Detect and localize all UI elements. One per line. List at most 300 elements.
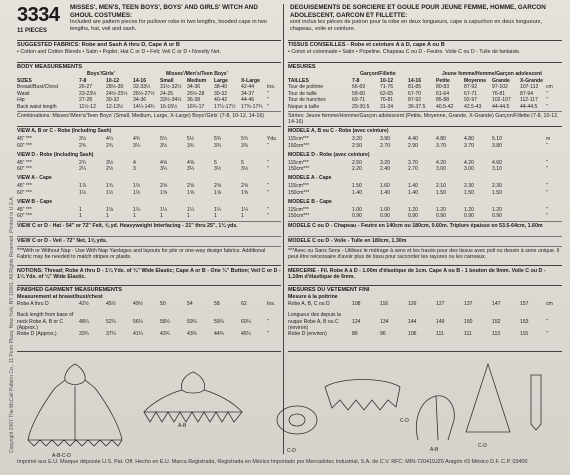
yardage-value: 4⅝ bbox=[160, 159, 168, 166]
yardage-value: 1½ bbox=[133, 183, 141, 189]
sketch-label: A-B bbox=[178, 423, 187, 429]
measure-value: 58-60 bbox=[352, 90, 366, 97]
measure-value: 44-44.5 bbox=[492, 103, 510, 110]
size-heading: 10-12 bbox=[106, 77, 120, 84]
sketch-label: A-B-C-D bbox=[52, 453, 71, 459]
view-title: VIEW A - Cape bbox=[17, 175, 52, 181]
body-measurements-table-en bbox=[17, 71, 281, 110]
rule bbox=[17, 126, 281, 127]
finished-sub-fr: Mesure à la poitrine bbox=[288, 294, 338, 300]
yardage-value: 0.90 bbox=[464, 213, 474, 219]
yardage-value: 1¼ bbox=[241, 206, 249, 213]
yardage-value: 3½ bbox=[106, 159, 114, 166]
measure-label: Waist bbox=[17, 90, 30, 97]
table-row bbox=[288, 152, 562, 160]
measure-value: 32-33½ bbox=[133, 84, 151, 90]
finished-unit: " bbox=[267, 331, 269, 337]
measure-unit: " bbox=[267, 97, 269, 103]
measure-value: 16-16½ bbox=[160, 103, 178, 110]
yardage-value: 3½ bbox=[214, 166, 222, 172]
measure-value: 107-112 bbox=[520, 84, 539, 90]
yardage-value: 4¾ bbox=[133, 136, 141, 142]
yardage-unit: " bbox=[546, 189, 548, 196]
yardage-value: 2.10 bbox=[436, 183, 446, 189]
view-title: MODELE D - Robe (avec ceinture) bbox=[288, 151, 370, 158]
finished-value: 86 bbox=[352, 331, 358, 337]
measure-value: 76-81 bbox=[380, 97, 394, 103]
size-heading: Large bbox=[214, 77, 228, 84]
yardage-value: 1 bbox=[241, 213, 244, 219]
finished-value: 137 bbox=[464, 301, 473, 307]
fabric-width: 115cm*** bbox=[288, 159, 309, 166]
measure-value: 34-37 bbox=[241, 90, 255, 97]
yardage-value: 1 bbox=[187, 213, 190, 219]
measure-value: 67-70 bbox=[408, 90, 422, 97]
pattern-sketch-sash bbox=[526, 372, 546, 432]
yardage-value: 0.90 bbox=[380, 213, 390, 219]
finished-sub-en: Measurement at breast/bust/chest bbox=[17, 294, 103, 300]
title-en: MISSES', MEN'S, TEEN BOYS', BOYS' AND GIRLS' WITCH AND GHOUL COSTUMES: bbox=[70, 4, 258, 19]
fabric-width: 60" *** bbox=[17, 189, 32, 196]
rule bbox=[17, 351, 281, 352]
measure-value: 24-25 bbox=[160, 90, 174, 97]
yardage-unit: " bbox=[546, 159, 548, 166]
size-heading: Moyenne bbox=[464, 77, 487, 84]
table-row bbox=[288, 312, 562, 331]
rule bbox=[17, 62, 281, 63]
finished-value: 153 bbox=[520, 319, 529, 325]
finished-label: Robe A, B, C ou D bbox=[288, 301, 330, 307]
yardage-value: 1 bbox=[160, 213, 163, 219]
measure-value: 30-32 bbox=[214, 90, 228, 97]
nap-note-fr: ***Avec ou Sans Sens - Utilisez le métrage à sens et les tracés pour des tissus avec poil ou dessin à sens unique. Il peut être nécessaire d'avoir plus de tissu pour raccorder les rayures ou les carreaux. bbox=[288, 248, 560, 261]
size-heading: 7-8 bbox=[79, 77, 87, 84]
table-row bbox=[288, 199, 562, 207]
size-heading: 14-16 bbox=[133, 77, 147, 84]
finished-value: 33¾ bbox=[79, 331, 89, 337]
yardage-value: 1 bbox=[214, 213, 217, 219]
size-heading: Medium bbox=[187, 77, 207, 84]
table-row bbox=[17, 301, 281, 312]
finished-value: 152 bbox=[492, 319, 501, 325]
measure-value: 40.5-42 bbox=[436, 103, 454, 110]
yardage-value: 1 bbox=[79, 206, 82, 213]
copyright-vertical-text: Copyright 2007 The McCall Pattern Co., 11 Penn Plaza, New York, NY 10001. All Rights Reserved. Printed in U.S.A. bbox=[9, 195, 15, 453]
pattern-sketch-hat-crown bbox=[458, 360, 518, 440]
measure-value: 26½-27½ bbox=[133, 90, 155, 97]
rule bbox=[288, 246, 562, 247]
veil-yardage-en: VIEW C or D - Veil - 72" Net, 1⅝ yds. bbox=[17, 238, 108, 244]
size-group-label: Misses'/Men's/Teen Boys' bbox=[166, 71, 228, 77]
yardage-value: 2¾ bbox=[79, 142, 87, 149]
yardage-unit: " bbox=[267, 142, 269, 149]
yardage-value: 2⅝ bbox=[187, 183, 195, 189]
yardage-value: 1.20 bbox=[408, 206, 418, 213]
yardage-value: 1.60 bbox=[380, 183, 390, 189]
yardage-value: 2.70 bbox=[380, 142, 390, 149]
measure-label: Breast/Bust/Chest bbox=[17, 84, 59, 90]
yardage-value: 1½ bbox=[106, 189, 114, 196]
yardage-value: 3.10 bbox=[492, 166, 502, 172]
fabric-width: 150cm*** bbox=[288, 142, 310, 149]
fabric-width: 45" *** bbox=[17, 136, 32, 142]
yardage-value: 3¾ bbox=[187, 142, 195, 149]
measure-value: 11½-12 bbox=[79, 103, 96, 110]
fabric-width: 115cm*** bbox=[288, 206, 309, 213]
rule bbox=[288, 265, 562, 266]
finished-value: 59¼ bbox=[187, 319, 197, 325]
fabric-width: 150cm*** bbox=[288, 166, 310, 172]
finished-value: 56¼ bbox=[133, 319, 143, 325]
rule bbox=[288, 221, 562, 222]
size-heading: 14-16 bbox=[408, 77, 422, 84]
measure-value: 80-83 bbox=[436, 84, 450, 90]
center-divider bbox=[283, 4, 284, 454]
finished-value: 116 bbox=[380, 301, 389, 307]
finished-value: 54 bbox=[187, 301, 193, 307]
yardage-value: 3.70 bbox=[436, 142, 446, 149]
yardage-value: 1½ bbox=[79, 189, 87, 196]
rule bbox=[288, 111, 562, 112]
measure-unit: " bbox=[267, 103, 269, 110]
combinations-en: Combinations: Misses'/Men's/Teen Boys' (Small, Medium, Large, X-Large) Boys'/Girls' (7-8, 10-12, 14-16) bbox=[17, 113, 265, 119]
yardage-value: 1.20 bbox=[492, 206, 502, 213]
yardage-unit: " bbox=[267, 189, 269, 196]
rule bbox=[17, 246, 281, 247]
nap-note-en: ***With or Without Nap - Use With Nap Yardages and layouts for pile or one-way design fabrics. Additional Fabric may be needed to match stripes or plaids. bbox=[17, 248, 266, 261]
yardage-value: 1½ bbox=[133, 189, 141, 196]
yardage-value: 3¾ bbox=[241, 142, 249, 149]
yardage-value: 4.40 bbox=[408, 136, 418, 142]
size-heading: Grande bbox=[492, 77, 510, 84]
finished-value: 62 bbox=[241, 301, 247, 307]
yardage-value: 3.70 bbox=[408, 159, 418, 166]
yardage-value: 1.50 bbox=[352, 183, 362, 189]
measure-value: 17¼-17½ bbox=[214, 103, 236, 110]
fabrics-title-en: SUGGESTED FABRICS: Robe and Sash A thru D, Cape A or B bbox=[17, 42, 180, 48]
finished-value: 111 bbox=[436, 331, 444, 337]
measure-value: 102-107 bbox=[492, 97, 511, 103]
yardage-value: 3.00 bbox=[436, 166, 446, 172]
yardage-value: 1.40 bbox=[408, 183, 418, 189]
series-fr: Séries: Jeune femme/Homme/Garçon adolescent (Petite, Moyenne, Grande, X-Grande) Garçon/Fillette (7-8, 10-12, 14-16) bbox=[288, 113, 559, 126]
measure-value: 33½-34½ bbox=[160, 97, 182, 103]
measure-value: 92-97 bbox=[464, 97, 478, 103]
finished-value: 115 bbox=[520, 331, 529, 337]
measure-value: 36-37.5 bbox=[408, 103, 426, 110]
measure-value: 66-69 bbox=[352, 84, 366, 90]
body-measurements-title-en: BODY MEASUREMENTS bbox=[17, 64, 83, 70]
yardage-value: 3.20 bbox=[352, 136, 362, 142]
yardage-value: 4.80 bbox=[464, 136, 474, 142]
yardage-value: 3½ bbox=[241, 166, 249, 172]
measure-value: 34-36 bbox=[133, 97, 147, 103]
yardage-value: 3.80 bbox=[492, 142, 502, 149]
table-row bbox=[17, 152, 281, 160]
yardage-unit: " bbox=[267, 166, 269, 172]
finished-value: 113 bbox=[492, 331, 501, 337]
yardage-unit: " bbox=[267, 159, 269, 166]
yardage-value: 1 bbox=[79, 213, 82, 219]
footer-legal-text: Imprimé aux E.U. Marque déposée U.S. Pat. Off. Hecho en E.U. Marca Registrada, Registrada en México Importado por Mercadotec Industrial, S.A. de C.V. RFC: MIN-720419JZ6 Aragón #3 México D.F. C.P. 03400 bbox=[17, 459, 528, 465]
rule bbox=[288, 40, 562, 41]
finished-value: 52¼ bbox=[106, 319, 116, 325]
rule bbox=[17, 236, 281, 237]
measure-unit: " bbox=[546, 97, 548, 103]
table-row bbox=[17, 175, 281, 183]
fabric-width: 150cm*** bbox=[288, 213, 310, 219]
pattern-number: 3334 bbox=[17, 4, 60, 26]
finished-value: 111 bbox=[464, 331, 472, 337]
yardage-value: 1.50 bbox=[492, 189, 502, 196]
pattern-sketch-hood bbox=[408, 390, 463, 445]
fabric-width: 45" *** bbox=[17, 206, 32, 213]
measure-label: Tour de poitrine bbox=[288, 84, 324, 90]
table-row bbox=[17, 312, 281, 331]
rule bbox=[288, 285, 562, 286]
finished-value: 44¾ bbox=[214, 331, 224, 337]
finished-value: 41¼ bbox=[133, 331, 143, 337]
finished-value: 45¼ bbox=[241, 331, 251, 337]
yardage-value: 3¾ bbox=[214, 142, 222, 149]
view-title: MODELE A - Cape bbox=[288, 175, 332, 181]
finished-value: 43¾ bbox=[160, 331, 170, 337]
finished-value: 108 bbox=[352, 301, 361, 307]
finished-value: 127 bbox=[436, 301, 445, 307]
yardage-value: 3¼ bbox=[133, 142, 141, 149]
measure-unit: " bbox=[546, 90, 548, 97]
hat-yardage-en: VIEW C or D - Hat - 54" or 72" Felt, ⅝ yd. Heavyweight Interfacing - 21" thru 25", 1¾ yds. bbox=[17, 223, 238, 229]
finished-unit: " bbox=[546, 331, 548, 337]
measure-value: 42-44 bbox=[241, 84, 255, 90]
view-title: VIEW A, B or C - Robe (Including Sash) bbox=[17, 128, 112, 134]
rule bbox=[17, 40, 281, 41]
measure-label: Back waist length bbox=[17, 103, 57, 110]
yardage-value: 5¾ bbox=[214, 136, 222, 142]
pattern-sketch-hat-brim bbox=[272, 398, 322, 448]
yardage-value: 1¼ bbox=[214, 206, 222, 213]
title-fr: DEGUISEMENTS DE SORCIERE ET GOULE POUR JEUNE FEMME, HOMME, GARCON ADOLESCENT, GARCON ET FILLETTE: bbox=[290, 4, 546, 19]
yardage-table-fr bbox=[288, 128, 562, 222]
yardage-value: 5 bbox=[241, 159, 244, 166]
yardage-unit: " bbox=[546, 142, 548, 149]
yardage-value: 1.50 bbox=[464, 189, 474, 196]
yardage-unit: " bbox=[267, 213, 269, 219]
yardage-value: 3 bbox=[133, 166, 136, 172]
measure-value: 81-85 bbox=[408, 84, 422, 90]
sizes-label: SIZES bbox=[17, 77, 32, 84]
measure-unit: Ins. bbox=[267, 84, 276, 90]
measure-value: 87-92 bbox=[408, 97, 422, 103]
yardage-unit: " bbox=[267, 183, 269, 189]
yardage-value: 5.10 bbox=[492, 136, 502, 142]
pattern-sketch-veil bbox=[320, 372, 405, 422]
yardage-value: 3.70 bbox=[464, 142, 474, 149]
yardage-value: 3.90 bbox=[380, 136, 390, 142]
view-title: VIEW B - Cape bbox=[17, 198, 53, 205]
yardage-value: 4.80 bbox=[436, 136, 446, 142]
fabric-width: 45" *** bbox=[17, 183, 32, 189]
yardage-value: 4⅝ bbox=[187, 159, 195, 166]
yardage-value: 1.20 bbox=[436, 206, 446, 213]
yardage-value: 5¼ bbox=[160, 136, 168, 142]
pattern-sketch-cape bbox=[138, 368, 248, 443]
finished-value: 144 bbox=[408, 319, 417, 325]
finished-label: Robe D (environ) bbox=[288, 331, 327, 337]
measure-value: 31-34 bbox=[380, 103, 394, 110]
finished-label: Robe D (Approx.) bbox=[17, 331, 57, 337]
finished-value: 42½ bbox=[79, 301, 89, 307]
table-row bbox=[17, 128, 281, 136]
yardage-value: 2¼ bbox=[79, 166, 87, 172]
measure-value: 14¼-14¾ bbox=[133, 103, 155, 110]
fabric-width: 60" *** bbox=[17, 213, 32, 219]
size-heading: X-Grande bbox=[520, 77, 543, 84]
measure-value: 16¾-17 bbox=[187, 103, 205, 110]
yardage-unit: m bbox=[546, 136, 551, 142]
yardage-value: 5¾ bbox=[241, 136, 249, 142]
measure-value: 42.5-43 bbox=[464, 103, 482, 110]
measure-value: 69-71 bbox=[352, 97, 366, 103]
finished-title-fr: MESURES DU VETEMENT FINI bbox=[288, 287, 370, 293]
table-row bbox=[288, 331, 562, 342]
yardage-value: 2.90 bbox=[408, 142, 418, 149]
finished-value: 126 bbox=[408, 301, 417, 307]
finished-value: 96 bbox=[380, 331, 386, 337]
finished-label: Longueur dos depuis la nuque Robe A, B ou C (environ) bbox=[288, 312, 341, 331]
yardage-value: 3¼ bbox=[160, 166, 168, 172]
table-row bbox=[288, 301, 562, 312]
yardage-value: 2.50 bbox=[352, 142, 362, 149]
yardage-unit: " bbox=[546, 213, 548, 219]
yardage-value: 2⅝ bbox=[214, 183, 222, 189]
finished-value: 37¼ bbox=[106, 331, 116, 337]
yardage-value: 1¼ bbox=[133, 206, 141, 213]
sketch-label: C-D bbox=[400, 418, 409, 424]
fabric-width: 60" *** bbox=[17, 166, 32, 172]
measure-value: 40-42 bbox=[214, 97, 228, 103]
rule bbox=[288, 351, 562, 352]
fabrics-title-fr: TISSUS CONSEILLES - Robe et ceinture A à D, cape A ou B bbox=[288, 42, 445, 48]
fabrics-text-en: • Cotton and Cotton Blends • Satin • Poplin; Hat C or D • Felt; Veil C or D • Novelty Net. bbox=[17, 49, 221, 55]
measure-unit: " bbox=[267, 90, 269, 97]
yardage-unit: " bbox=[267, 206, 269, 213]
yardage-unit: " bbox=[546, 166, 548, 172]
yardage-value: 2⅝ bbox=[241, 183, 249, 189]
view-title: MODELE A, B ou C - Robe (avec ceinture) bbox=[288, 128, 389, 134]
table-row bbox=[17, 104, 281, 111]
measure-value: 112-117 bbox=[520, 97, 538, 103]
yardage-value: 1.40 bbox=[352, 189, 362, 196]
yardage-value: 1.50 bbox=[436, 189, 446, 196]
measure-label: Tour de taille bbox=[288, 90, 317, 97]
yardage-value: 1¼ bbox=[160, 206, 168, 213]
rule bbox=[288, 236, 562, 237]
pattern-sketch-robe-front bbox=[20, 358, 130, 453]
measure-value: 44-44.5 bbox=[520, 103, 538, 110]
yardage-value: 0.90 bbox=[436, 213, 446, 219]
measure-label: Nuque à taille bbox=[288, 103, 320, 110]
measure-value: 26-27 bbox=[79, 84, 93, 90]
table-row bbox=[17, 331, 281, 342]
measure-value: 31½-32½ bbox=[160, 84, 182, 90]
finished-value: 49½ bbox=[133, 301, 143, 307]
body-measurements-table-fr bbox=[288, 71, 562, 110]
fabric-width: 115cm*** bbox=[288, 183, 309, 189]
fabric-width: 60" *** bbox=[17, 142, 32, 149]
view-title: MODELE B - Cape bbox=[288, 198, 332, 205]
yardage-value: 2.50 bbox=[352, 159, 362, 166]
table-row bbox=[288, 175, 562, 183]
veil-yardage-fr: MODELE C ou D - Voile - Tulle en 180cm, 1.30m bbox=[288, 238, 407, 244]
yardage-value: 5½ bbox=[187, 136, 195, 142]
finished-unit: cm bbox=[546, 301, 553, 307]
yardage-value: 3.20 bbox=[380, 159, 390, 166]
size-group-label: Garçon/Fillette bbox=[360, 71, 396, 77]
finished-title-en: FINISHED GARMENT MEASUREMENTS bbox=[17, 287, 123, 293]
yardage-value: 1.00 bbox=[380, 206, 390, 213]
yardage-value: 1.40 bbox=[380, 189, 390, 196]
measure-value: 30-32 bbox=[106, 97, 120, 103]
yardage-value: 1⅝ bbox=[160, 189, 168, 196]
finished-value: 58¼ bbox=[160, 319, 170, 325]
yardage-value: 2.70 bbox=[408, 166, 418, 172]
finished-value: 150 bbox=[464, 319, 473, 325]
finished-label: Robe A thru D bbox=[17, 301, 49, 307]
sketch-label: A-B bbox=[430, 447, 439, 453]
rule bbox=[17, 111, 281, 112]
measure-value: 38-40 bbox=[214, 84, 228, 90]
fabrics-text-fr: • Coton et cotonnade • Satin • Popeline. Chapeau C ou D - Feutre. Voile C ou D - Tulle de fantaisie. bbox=[288, 49, 521, 55]
yardage-value: 3¼ bbox=[187, 166, 195, 172]
yardage-value: 1 bbox=[133, 213, 136, 219]
description-en: Included are pattern pieces for pullover robe in two lengths, hooded cape in two lengths, hat, veil and sash. bbox=[70, 19, 267, 32]
measure-label: Tour de hanches bbox=[288, 97, 326, 103]
measure-value: 87-94 bbox=[520, 90, 534, 97]
measure-value: 17¾-17¾ bbox=[241, 103, 263, 110]
yardage-value: 5 bbox=[214, 159, 217, 166]
rule bbox=[17, 285, 281, 286]
finished-value: 124 bbox=[352, 319, 361, 325]
size-heading: Petite bbox=[436, 77, 450, 84]
finished-value: 59¼ bbox=[214, 319, 224, 325]
finished-value: 149 bbox=[436, 319, 445, 325]
size-heading: 10-12 bbox=[380, 77, 394, 84]
finished-value: 45½ bbox=[106, 301, 116, 307]
measure-value: 28½-30 bbox=[106, 84, 124, 90]
rule bbox=[17, 265, 281, 266]
yardage-value: 1.40 bbox=[408, 189, 418, 196]
sketch-label: C-D bbox=[287, 448, 296, 454]
yardage-value: 2⅝ bbox=[160, 183, 168, 189]
yardage-value: 3½ bbox=[160, 142, 168, 149]
measure-value: 87-92 bbox=[464, 84, 478, 90]
finished-value: 134 bbox=[380, 319, 389, 325]
yardage-value: 4¼ bbox=[106, 136, 114, 142]
finished-value: 157 bbox=[520, 301, 529, 307]
finished-label: Back length from base of neck Robe A, B or C (Approx.) bbox=[17, 312, 74, 331]
yardage-value: 1¾ bbox=[106, 183, 114, 189]
measure-value: 23-23½ bbox=[79, 90, 97, 97]
measure-value: 85-88 bbox=[436, 97, 450, 103]
view-title: VIEW D - Robe (Including Sash) bbox=[17, 151, 94, 158]
yardage-value: 1¼ bbox=[187, 206, 195, 213]
yardage-value: 1.00 bbox=[352, 206, 362, 213]
yardage-value: 2.30 bbox=[464, 183, 474, 189]
size-group-label: Boys'/Girls' bbox=[87, 71, 115, 77]
fabric-width: 115cm*** bbox=[288, 136, 309, 142]
rule bbox=[288, 126, 562, 127]
